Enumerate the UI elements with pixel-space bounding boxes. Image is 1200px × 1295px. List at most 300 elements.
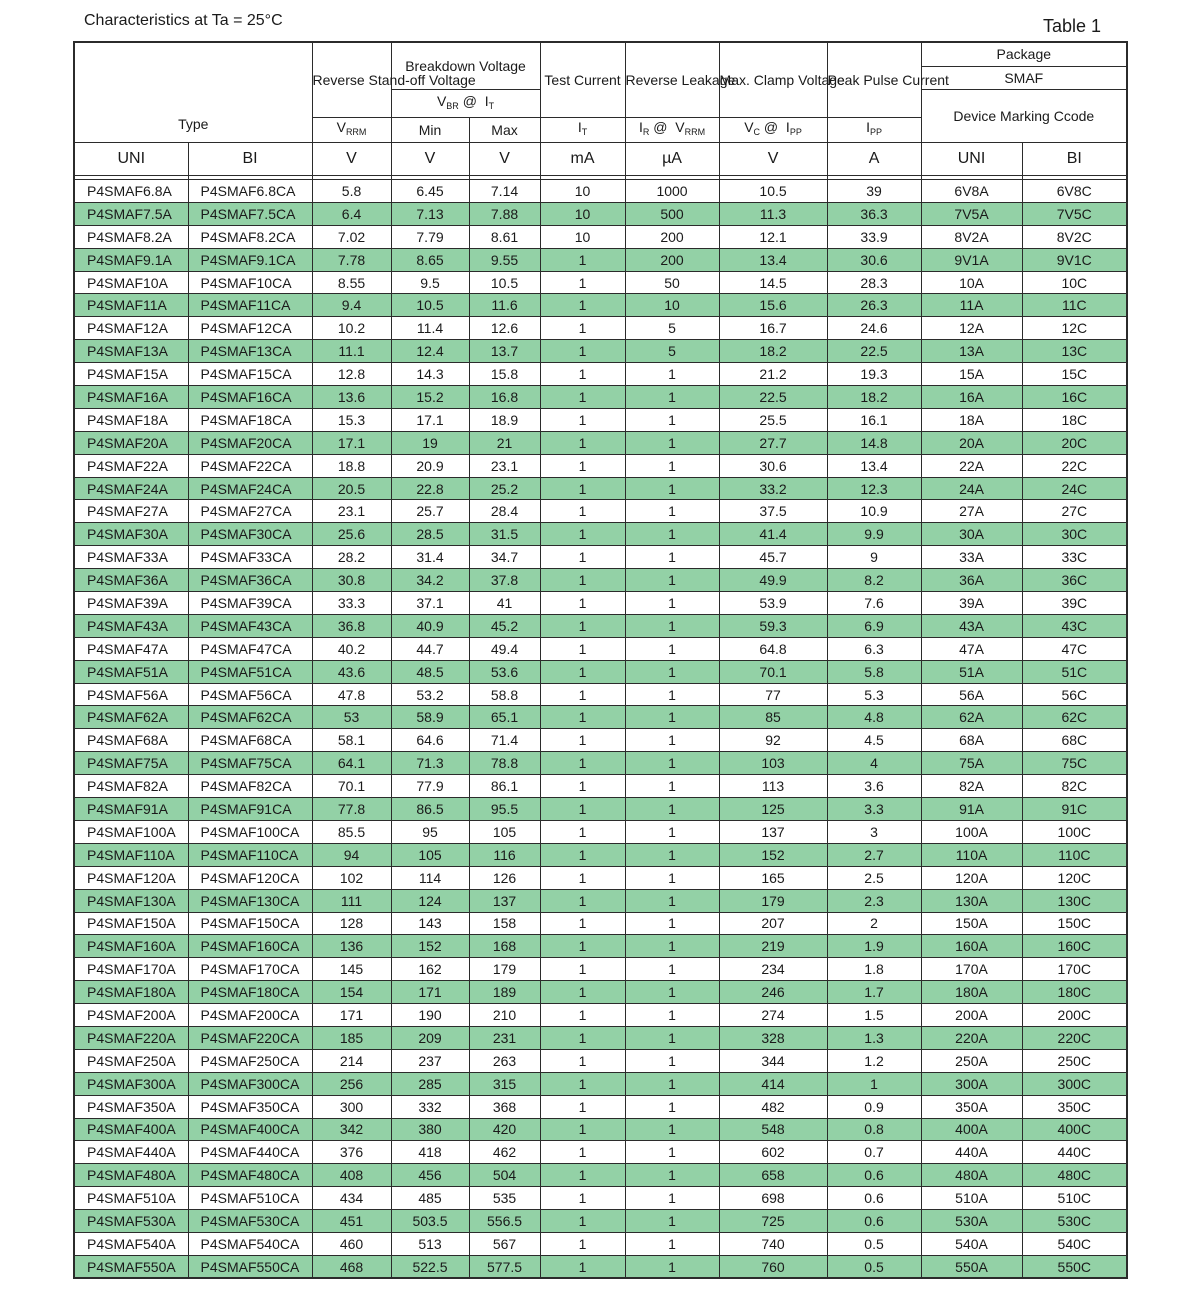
cell-type-uni: P4SMAF36A bbox=[74, 569, 188, 592]
cell-vbr-max: 11.6 bbox=[469, 294, 540, 317]
cell-ipp: 5.8 bbox=[827, 660, 921, 683]
cell-ir: 500 bbox=[625, 202, 719, 225]
cell-vbr-max: 420 bbox=[469, 1118, 540, 1141]
table-row bbox=[74, 294, 1127, 317]
table-row bbox=[74, 935, 1127, 958]
cell-vbr-min: 114 bbox=[391, 866, 469, 889]
table-row bbox=[74, 340, 1127, 363]
table-row bbox=[74, 1118, 1127, 1141]
cell-type-uni: P4SMAF75A bbox=[74, 752, 188, 775]
cell-marking-uni: 75A bbox=[921, 752, 1022, 775]
cell-vbr-max: 8.61 bbox=[469, 225, 540, 248]
table-row bbox=[74, 706, 1127, 729]
cell-marking-bi: 56C bbox=[1022, 683, 1127, 706]
cell-type-bi: P4SMAF10CA bbox=[188, 271, 312, 294]
cell-vrrm: 145 bbox=[312, 958, 391, 981]
cell-ir: 1 bbox=[625, 431, 719, 454]
cell-ir: 1 bbox=[625, 614, 719, 637]
characteristics-table bbox=[73, 41, 1128, 1279]
cell-vc: 92 bbox=[719, 729, 827, 752]
vrrm-header: $V_{RRM}$ bbox=[312, 118, 391, 143]
cell-type-uni: P4SMAF43A bbox=[74, 614, 188, 637]
cell-type-uni: P4SMAF200A bbox=[74, 1004, 188, 1027]
cell-ir: 1 bbox=[625, 935, 719, 958]
cell-vbr-min: 7.79 bbox=[391, 225, 469, 248]
cell-ir: 1 bbox=[625, 1072, 719, 1095]
cell-vrrm: 434 bbox=[312, 1187, 391, 1210]
cell-vrrm: 468 bbox=[312, 1255, 391, 1278]
cell-type-uni: P4SMAF39A bbox=[74, 592, 188, 615]
cell-marking-bi: 350C bbox=[1022, 1095, 1127, 1118]
cell-vbr-max: 12.6 bbox=[469, 317, 540, 340]
cell-ir: 1 bbox=[625, 820, 719, 843]
cell-vc: 125 bbox=[719, 798, 827, 821]
cell-ipp: 5.3 bbox=[827, 683, 921, 706]
cell-it: 10 bbox=[540, 202, 625, 225]
cell-type-uni: P4SMAF15A bbox=[74, 363, 188, 386]
cell-vbr-min: 34.2 bbox=[391, 569, 469, 592]
cell-marking-bi: 33C bbox=[1022, 546, 1127, 569]
cell-type-bi: P4SMAF68CA bbox=[188, 729, 312, 752]
cell-vc: 16.7 bbox=[719, 317, 827, 340]
cell-vbr-min: 64.6 bbox=[391, 729, 469, 752]
reverse-standoff-header: Reverse Stand-off Voltage bbox=[312, 42, 391, 118]
cell-ir: 1 bbox=[625, 546, 719, 569]
unit-uni: UNI bbox=[74, 143, 188, 176]
cell-marking-uni: 100A bbox=[921, 820, 1022, 843]
table-header bbox=[74, 42, 1127, 180]
unit-vc: V bbox=[719, 143, 827, 176]
cell-marking-uni: 110A bbox=[921, 843, 1022, 866]
cell-vbr-min: 503.5 bbox=[391, 1210, 469, 1233]
cell-type-bi: P4SMAF550CA bbox=[188, 1255, 312, 1278]
cell-type-bi: P4SMAF18CA bbox=[188, 408, 312, 431]
cell-vrrm: 111 bbox=[312, 889, 391, 912]
cell-vrrm: 77.8 bbox=[312, 798, 391, 821]
cell-vc: 53.9 bbox=[719, 592, 827, 615]
cell-vbr-max: 15.8 bbox=[469, 363, 540, 386]
table-row bbox=[74, 1141, 1127, 1164]
cell-vrrm: 28.2 bbox=[312, 546, 391, 569]
cell-marking-uni: 6V8A bbox=[921, 180, 1022, 203]
table-row bbox=[74, 1187, 1127, 1210]
cell-vbr-max: 577.5 bbox=[469, 1255, 540, 1278]
cell-vbr-max: 126 bbox=[469, 866, 540, 889]
cell-marking-bi: 110C bbox=[1022, 843, 1127, 866]
cell-ipp: 26.3 bbox=[827, 294, 921, 317]
cell-type-uni: P4SMAF7.5A bbox=[74, 202, 188, 225]
cell-vrrm: 53 bbox=[312, 706, 391, 729]
cell-marking-uni: 24A bbox=[921, 477, 1022, 500]
cell-vbr-min: 44.7 bbox=[391, 637, 469, 660]
cell-ir: 1 bbox=[625, 408, 719, 431]
cell-ipp: 1.2 bbox=[827, 1049, 921, 1072]
cell-type-uni: P4SMAF62A bbox=[74, 706, 188, 729]
cell-ir: 1 bbox=[625, 912, 719, 935]
cell-marking-bi: 550C bbox=[1022, 1255, 1127, 1278]
cell-type-bi: P4SMAF16CA bbox=[188, 386, 312, 409]
table-row bbox=[74, 820, 1127, 843]
cell-type-uni: P4SMAF18A bbox=[74, 408, 188, 431]
cell-type-bi: P4SMAF250CA bbox=[188, 1049, 312, 1072]
cell-vbr-max: 28.4 bbox=[469, 500, 540, 523]
cell-type-uni: P4SMAF22A bbox=[74, 454, 188, 477]
cell-ipp: 2.5 bbox=[827, 866, 921, 889]
cell-vrrm: 47.8 bbox=[312, 683, 391, 706]
cell-ir: 10 bbox=[625, 294, 719, 317]
cell-ipp: 30.6 bbox=[827, 248, 921, 271]
cell-vbr-min: 171 bbox=[391, 981, 469, 1004]
max-header: Max bbox=[469, 118, 540, 143]
cell-ir: 50 bbox=[625, 271, 719, 294]
cell-vrrm: 408 bbox=[312, 1164, 391, 1187]
cell-vbr-max: 168 bbox=[469, 935, 540, 958]
cell-it: 1 bbox=[540, 660, 625, 683]
table-row bbox=[74, 1255, 1127, 1278]
cell-marking-uni: 36A bbox=[921, 569, 1022, 592]
cell-type-bi: P4SMAF27CA bbox=[188, 500, 312, 523]
cell-ir: 1 bbox=[625, 386, 719, 409]
cell-ir: 1 bbox=[625, 1004, 719, 1027]
cell-it: 1 bbox=[540, 752, 625, 775]
cell-marking-bi: 200C bbox=[1022, 1004, 1127, 1027]
cell-marking-uni: 22A bbox=[921, 454, 1022, 477]
cell-vc: 27.7 bbox=[719, 431, 827, 454]
cell-vc: 234 bbox=[719, 958, 827, 981]
cell-ir: 1 bbox=[625, 889, 719, 912]
cell-ir: 1 bbox=[625, 981, 719, 1004]
cell-marking-bi: 30C bbox=[1022, 523, 1127, 546]
cell-type-bi: P4SMAF43CA bbox=[188, 614, 312, 637]
table-row bbox=[74, 546, 1127, 569]
cell-ipp: 4.5 bbox=[827, 729, 921, 752]
cell-marking-bi: 24C bbox=[1022, 477, 1127, 500]
cell-vc: 70.1 bbox=[719, 660, 827, 683]
cell-vrrm: 43.6 bbox=[312, 660, 391, 683]
unit-ir: µA bbox=[625, 143, 719, 176]
table-row bbox=[74, 683, 1127, 706]
table-row bbox=[74, 477, 1127, 500]
cell-vc: 246 bbox=[719, 981, 827, 1004]
cell-marking-uni: 8V2A bbox=[921, 225, 1022, 248]
cell-type-bi: P4SMAF300CA bbox=[188, 1072, 312, 1095]
table-row bbox=[74, 454, 1127, 477]
cell-vbr-max: 189 bbox=[469, 981, 540, 1004]
cell-marking-bi: 220C bbox=[1022, 1026, 1127, 1049]
cell-vbr-min: 14.3 bbox=[391, 363, 469, 386]
cell-vrrm: 85.5 bbox=[312, 820, 391, 843]
cell-marking-uni: 10A bbox=[921, 271, 1022, 294]
cell-marking-uni: 540A bbox=[921, 1232, 1022, 1255]
cell-vbr-max: 158 bbox=[469, 912, 540, 935]
cell-marking-uni: 51A bbox=[921, 660, 1022, 683]
cell-vbr-min: 77.9 bbox=[391, 775, 469, 798]
cell-vrrm: 154 bbox=[312, 981, 391, 1004]
cell-vbr-max: 21 bbox=[469, 431, 540, 454]
cell-vrrm: 64.1 bbox=[312, 752, 391, 775]
cell-vc: 18.2 bbox=[719, 340, 827, 363]
document-title: Characteristics at Ta = 25°C bbox=[84, 12, 283, 29]
cell-type-bi: P4SMAF400CA bbox=[188, 1118, 312, 1141]
cell-vbr-max: 368 bbox=[469, 1095, 540, 1118]
cell-marking-uni: 18A bbox=[921, 408, 1022, 431]
cell-it: 1 bbox=[540, 569, 625, 592]
cell-vrrm: 12.8 bbox=[312, 363, 391, 386]
cell-vrrm: 94 bbox=[312, 843, 391, 866]
cell-type-uni: P4SMAF150A bbox=[74, 912, 188, 935]
cell-vbr-max: 13.7 bbox=[469, 340, 540, 363]
cell-marking-bi: 22C bbox=[1022, 454, 1127, 477]
cell-vrrm: 25.6 bbox=[312, 523, 391, 546]
vbr-header: $V_{BR}$ @ $I_T$ bbox=[391, 90, 540, 118]
cell-type-uni: P4SMAF16A bbox=[74, 386, 188, 409]
cell-type-uni: P4SMAF350A bbox=[74, 1095, 188, 1118]
cell-vbr-min: 37.1 bbox=[391, 592, 469, 615]
cell-type-uni: P4SMAF530A bbox=[74, 1210, 188, 1233]
cell-ipp: 24.6 bbox=[827, 317, 921, 340]
cell-vbr-min: 456 bbox=[391, 1164, 469, 1187]
cell-type-bi: P4SMAF33CA bbox=[188, 546, 312, 569]
table-row bbox=[74, 637, 1127, 660]
cell-ipp: 1.9 bbox=[827, 935, 921, 958]
cell-ir: 1 bbox=[625, 958, 719, 981]
cell-it: 1 bbox=[540, 317, 625, 340]
cell-ir: 1 bbox=[625, 1232, 719, 1255]
cell-type-uni: P4SMAF51A bbox=[74, 660, 188, 683]
cell-vc: 85 bbox=[719, 706, 827, 729]
cell-vrrm: 23.1 bbox=[312, 500, 391, 523]
cell-vbr-min: 58.9 bbox=[391, 706, 469, 729]
cell-marking-bi: 9V1C bbox=[1022, 248, 1127, 271]
cell-vrrm: 30.8 bbox=[312, 569, 391, 592]
cell-marking-bi: 10C bbox=[1022, 271, 1127, 294]
cell-vbr-min: 86.5 bbox=[391, 798, 469, 821]
unit-min: V bbox=[391, 143, 469, 176]
cell-type-bi: P4SMAF30CA bbox=[188, 523, 312, 546]
cell-type-bi: P4SMAF120CA bbox=[188, 866, 312, 889]
cell-vbr-min: 12.4 bbox=[391, 340, 469, 363]
cell-vbr-min: 11.4 bbox=[391, 317, 469, 340]
cell-vc: 113 bbox=[719, 775, 827, 798]
cell-vbr-min: 513 bbox=[391, 1232, 469, 1255]
cell-ir: 5 bbox=[625, 340, 719, 363]
cell-it: 10 bbox=[540, 180, 625, 203]
cell-it: 1 bbox=[540, 408, 625, 431]
cell-type-uni: P4SMAF400A bbox=[74, 1118, 188, 1141]
cell-vrrm: 15.3 bbox=[312, 408, 391, 431]
cell-type-uni: P4SMAF24A bbox=[74, 477, 188, 500]
cell-marking-uni: 300A bbox=[921, 1072, 1022, 1095]
table-row bbox=[74, 271, 1127, 294]
reverse-leakage-header: Reverse Leakage bbox=[625, 42, 719, 118]
cell-vrrm: 460 bbox=[312, 1232, 391, 1255]
cell-marking-bi: 27C bbox=[1022, 500, 1127, 523]
cell-it: 1 bbox=[540, 1187, 625, 1210]
cell-vrrm: 7.02 bbox=[312, 225, 391, 248]
cell-marking-bi: 91C bbox=[1022, 798, 1127, 821]
cell-vbr-min: 20.9 bbox=[391, 454, 469, 477]
cell-ipp: 2.3 bbox=[827, 889, 921, 912]
cell-marking-bi: 39C bbox=[1022, 592, 1127, 615]
cell-marking-uni: 62A bbox=[921, 706, 1022, 729]
cell-marking-bi: 180C bbox=[1022, 981, 1127, 1004]
cell-marking-uni: 39A bbox=[921, 592, 1022, 615]
cell-vrrm: 342 bbox=[312, 1118, 391, 1141]
cell-vbr-max: 41 bbox=[469, 592, 540, 615]
cell-it: 1 bbox=[540, 454, 625, 477]
cell-ir: 1 bbox=[625, 798, 719, 821]
cell-it: 1 bbox=[540, 614, 625, 637]
table-row bbox=[74, 1072, 1127, 1095]
cell-vbr-min: 10.5 bbox=[391, 294, 469, 317]
cell-vbr-max: 78.8 bbox=[469, 752, 540, 775]
cell-vbr-max: 18.9 bbox=[469, 408, 540, 431]
cell-it: 1 bbox=[540, 820, 625, 843]
unit-max: V bbox=[469, 143, 540, 176]
table-row bbox=[74, 592, 1127, 615]
vc-header: $V_C$ @ $I_{PP}$ bbox=[719, 118, 827, 143]
cell-marking-uni: 220A bbox=[921, 1026, 1022, 1049]
cell-vrrm: 7.78 bbox=[312, 248, 391, 271]
cell-vc: 45.7 bbox=[719, 546, 827, 569]
cell-ipp: 1.7 bbox=[827, 981, 921, 1004]
cell-it: 1 bbox=[540, 1095, 625, 1118]
cell-marking-bi: 36C bbox=[1022, 569, 1127, 592]
cell-type-uni: P4SMAF47A bbox=[74, 637, 188, 660]
cell-type-bi: P4SMAF200CA bbox=[188, 1004, 312, 1027]
cell-ipp: 0.5 bbox=[827, 1232, 921, 1255]
cell-vrrm: 185 bbox=[312, 1026, 391, 1049]
cell-vbr-min: 17.1 bbox=[391, 408, 469, 431]
cell-vc: 49.9 bbox=[719, 569, 827, 592]
cell-type-bi: P4SMAF510CA bbox=[188, 1187, 312, 1210]
table-row bbox=[74, 431, 1127, 454]
table-row bbox=[74, 386, 1127, 409]
cell-vc: 14.5 bbox=[719, 271, 827, 294]
cell-vc: 21.2 bbox=[719, 363, 827, 386]
cell-marking-uni: 170A bbox=[921, 958, 1022, 981]
cell-it: 1 bbox=[540, 1049, 625, 1072]
unit-it: mA bbox=[540, 143, 625, 176]
cell-ir: 1 bbox=[625, 660, 719, 683]
cell-marking-uni: 400A bbox=[921, 1118, 1022, 1141]
cell-type-bi: P4SMAF7.5CA bbox=[188, 202, 312, 225]
cell-vrrm: 256 bbox=[312, 1072, 391, 1095]
cell-marking-bi: 7V5C bbox=[1022, 202, 1127, 225]
cell-vbr-min: 31.4 bbox=[391, 546, 469, 569]
cell-vbr-min: 53.2 bbox=[391, 683, 469, 706]
cell-ir: 1 bbox=[625, 569, 719, 592]
cell-ir: 1 bbox=[625, 1095, 719, 1118]
cell-vrrm: 214 bbox=[312, 1049, 391, 1072]
cell-vrrm: 136 bbox=[312, 935, 391, 958]
cell-ipp: 8.2 bbox=[827, 569, 921, 592]
cell-vc: 10.5 bbox=[719, 180, 827, 203]
cell-ipp: 1.5 bbox=[827, 1004, 921, 1027]
cell-marking-uni: 350A bbox=[921, 1095, 1022, 1118]
cell-vbr-max: 556.5 bbox=[469, 1210, 540, 1233]
cell-ir: 1 bbox=[625, 1187, 719, 1210]
cell-type-uni: P4SMAF9.1A bbox=[74, 248, 188, 271]
cell-ir: 1 bbox=[625, 454, 719, 477]
cell-vc: 274 bbox=[719, 1004, 827, 1027]
cell-ipp: 6.3 bbox=[827, 637, 921, 660]
cell-vc: 328 bbox=[719, 1026, 827, 1049]
cell-vc: 152 bbox=[719, 843, 827, 866]
cell-vrrm: 70.1 bbox=[312, 775, 391, 798]
cell-vc: 740 bbox=[719, 1232, 827, 1255]
cell-it: 1 bbox=[540, 981, 625, 1004]
unit-ipp: A bbox=[827, 143, 921, 176]
cell-marking-bi: 47C bbox=[1022, 637, 1127, 660]
cell-type-bi: P4SMAF36CA bbox=[188, 569, 312, 592]
cell-vc: 37.5 bbox=[719, 500, 827, 523]
cell-ipp: 0.6 bbox=[827, 1187, 921, 1210]
cell-vbr-max: 231 bbox=[469, 1026, 540, 1049]
cell-vrrm: 20.5 bbox=[312, 477, 391, 500]
cell-it: 1 bbox=[540, 683, 625, 706]
cell-ir: 1 bbox=[625, 592, 719, 615]
cell-marking-uni: 550A bbox=[921, 1255, 1022, 1278]
cell-ipp: 28.3 bbox=[827, 271, 921, 294]
cell-vbr-max: 58.8 bbox=[469, 683, 540, 706]
cell-ipp: 6.9 bbox=[827, 614, 921, 637]
cell-vrrm: 376 bbox=[312, 1141, 391, 1164]
cell-marking-uni: 30A bbox=[921, 523, 1022, 546]
package-cell bbox=[921, 42, 1127, 90]
cell-vbr-min: 522.5 bbox=[391, 1255, 469, 1278]
cell-ir: 1000 bbox=[625, 180, 719, 203]
cell-it: 1 bbox=[540, 1255, 625, 1278]
cell-vbr-max: 49.4 bbox=[469, 637, 540, 660]
cell-vbr-min: 19 bbox=[391, 431, 469, 454]
cell-vbr-min: 40.9 bbox=[391, 614, 469, 637]
cell-vrrm: 6.4 bbox=[312, 202, 391, 225]
cell-marking-bi: 150C bbox=[1022, 912, 1127, 935]
cell-vbr-max: 37.8 bbox=[469, 569, 540, 592]
cell-it: 1 bbox=[540, 866, 625, 889]
cell-vrrm: 10.2 bbox=[312, 317, 391, 340]
cell-ir: 5 bbox=[625, 317, 719, 340]
cell-it: 10 bbox=[540, 225, 625, 248]
cell-marking-bi: 120C bbox=[1022, 866, 1127, 889]
cell-vbr-max: 86.1 bbox=[469, 775, 540, 798]
cell-ipp: 1 bbox=[827, 1072, 921, 1095]
cell-type-bi: P4SMAF220CA bbox=[188, 1026, 312, 1049]
cell-vbr-min: 143 bbox=[391, 912, 469, 935]
cell-ipp: 9 bbox=[827, 546, 921, 569]
cell-marking-bi: 6V8C bbox=[1022, 180, 1127, 203]
cell-ipp: 39 bbox=[827, 180, 921, 203]
cell-ir: 1 bbox=[625, 637, 719, 660]
cell-type-bi: P4SMAF160CA bbox=[188, 935, 312, 958]
cell-ir: 1 bbox=[625, 843, 719, 866]
cell-type-uni: P4SMAF8.2A bbox=[74, 225, 188, 248]
cell-ipp: 1.3 bbox=[827, 1026, 921, 1049]
peak-pulse-header: Peak Pulse Current bbox=[827, 42, 921, 118]
cell-it: 1 bbox=[540, 889, 625, 912]
cell-it: 1 bbox=[540, 386, 625, 409]
cell-vbr-min: 25.7 bbox=[391, 500, 469, 523]
package-name: SMAF bbox=[1004, 70, 1044, 86]
cell-vbr-max: 25.2 bbox=[469, 477, 540, 500]
cell-vbr-min: 162 bbox=[391, 958, 469, 981]
cell-ir: 200 bbox=[625, 248, 719, 271]
cell-type-uni: P4SMAF100A bbox=[74, 820, 188, 843]
cell-vc: 760 bbox=[719, 1255, 827, 1278]
min-header: Min bbox=[391, 118, 469, 143]
cell-type-bi: P4SMAF22CA bbox=[188, 454, 312, 477]
